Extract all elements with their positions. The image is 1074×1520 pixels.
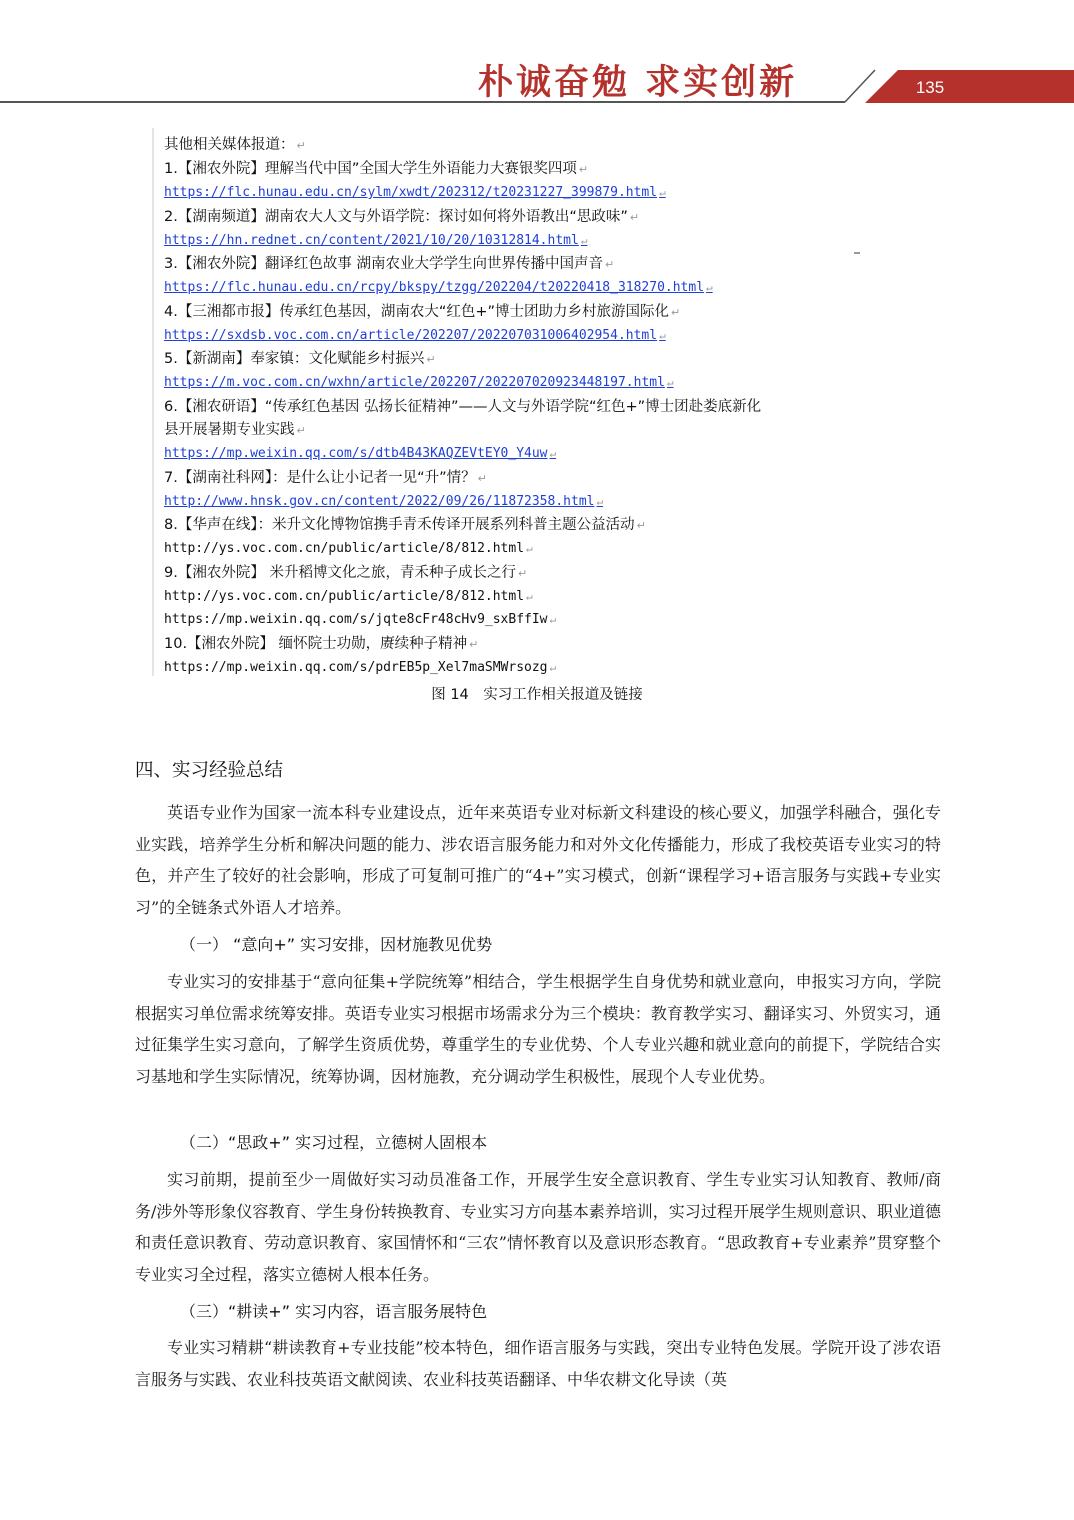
page-number: 135 [915,78,945,97]
report-item-title: 3.【湘农外院】翻译红色故事 湖南农业大学学生向世界传播中国声音 ↵ [164,256,615,272]
report-item-title: 5.【新湖南】奉家镇：文化赋能乡村振兴 ↵ [164,351,436,367]
subsection-heading: （一） “意向+” 实习安排，因材施教见优势 [180,935,493,954]
report-item-url: https://mp.weixin.qq.com/s/jqte8cFr48cHv9_sxBffIw ↵ [164,612,557,627]
report-item-link[interactable]: https://hn.rednet.cn/content/2021/10/20/10312814.html ↵ [164,233,588,248]
report-item-title-continued: 县开展暑期专业实践 ↵ [164,422,306,438]
report-item-link[interactable]: https://sxdsb.voc.com.cn/article/202207/202207031006402954.html ↵ [164,328,666,343]
report-item-title: 1.【湘农外院】理解当代中国”全国大学生外语能力大赛银奖四项 ↵ [164,161,589,177]
report-item-title: 10.【湘农外院】 缅怀院士功勋，赓续种子精神 ↵ [164,636,479,652]
report-item-title: 7.【湖南社科网】：是什么让小记者一见“升”情？ ↵ [164,470,487,486]
section-heading: 四、实习经验总结 [135,760,284,781]
report-list-title: 其他相关媒体报道： ↵ [164,137,306,153]
subsection-paragraph: 专业实习精耕“耕读教育+专业技能”校本特色，细作语言服务与实践，突出专业特色发展。学院开设了涉农语言服务与实践、农业科技英语文献阅读、农业科技英语翻译、中华农耕文化导读（英 [135,1338,941,1389]
report-item-title: 4.【三湘都市报】传承红色基因，湖南农大“红色+”博士团助力乡村旅游国际化 ↵ [164,304,681,320]
report-item-link[interactable]: http://www.hnsk.gov.cn/content/2022/09/26/11872358.html ↵ [164,494,604,509]
report-item-title: 8.【华声在线】：米升文化博物馆携手青禾传译开展系列科普主题公益活动 ↵ [164,517,646,533]
report-item-link[interactable]: https://m.voc.com.cn/wxhn/article/202207/202207020923448197.html ↵ [164,375,674,390]
subsection-paragraph: 实习前期，提前至少一周做好实习动员准备工作，开展学生安全意识教育、学生专业实习认知教育、教师/商务/涉外等形象仪容教育、学生身份转换教育、专业实习方向基本素养培训，实习过程开展学生规则意识、职业道德和责任意识教育、劳动意识教育、家国情怀和“三农”情怀教育以及意识形态教育。“思政教育+专业素养”贯穿整个专业实习全过程，落实立德树人根本任务。 [135,1170,941,1284]
report-item-url: http://ys.voc.com.cn/public/article/8/812.html ↵ [164,541,533,556]
subsection-paragraph: 专业实习的安排基于“意向征集+学院统筹”相结合，学生根据学生自身优势和就业意向，申报实习方向，学院根据实习单位需求统筹安排。英语专业实习根据市场需求分为三个模块：教育教学实习、翻译实习、外贸实习，通过征集学生实习意向，了解学生资质优势，尊重学生的专业优势、个人专业兴趣和就业意向的前提下，学院结合实习基地和学生实际情况，统筹协调，因材施教，充分调动学生积极性，展现个人专业优势。 [135,972,941,1086]
figure-caption: 图 14 实习工作相关报道及链接 [431,687,643,703]
subsection-heading: （二）“思政+” 实习过程，立德树人固根本 [180,1133,488,1152]
report-item-title: 6.【湘农研语】“传承红色基因 弘扬长征精神”——人文与外语学院“红色+”博士团赴娄底新化 [164,399,762,415]
subsection-heading: （三）“耕读+” 实习内容，语言服务展特色 [180,1302,488,1321]
report-item-url: https://mp.weixin.qq.com/s/pdrEB5p_Xel7maSMWrsozg ↵ [164,660,557,675]
report-item-title: 2.【湖南频道】湖南农大人文与外语学院：探讨如何将外语教出“思政味” ↵ [164,209,640,225]
header-motto: 朴诚奋勉 求实创新 [478,62,798,103]
report-item-link[interactable]: https://mp.weixin.qq.com/s/dtb4B43KAQZEVtEY0_Y4uw ↵ [164,446,557,461]
report-item-url: http://ys.voc.com.cn/public/article/8/812.html ↵ [164,589,533,604]
report-item-link[interactable]: https://flc.hunau.edu.cn/sylm/xwdt/202312/t20231227_399879.html ↵ [164,185,666,200]
section-intro-paragraph: 英语专业作为国家一流本科专业建设点，近年来英语专业对标新文科建设的核心要义，加强学科融合，强化专业实践，培养学生分析和解决问题的能力、涉农语言服务能力和对外文化传播能力，形成了我校英语专业实习的特色，并产生了较好的社会影响，形成了可复制可推广的“4+”实习模式，创新“课程学习+语言服务与实践+专业实习”的全链条式外语人才培养。 [135,803,941,917]
report-item-title: 9.【湘农外院】 米升稻博文化之旅，青禾种子成长之行 ↵ [164,565,528,581]
report-item-link[interactable]: https://flc.hunau.edu.cn/rcpy/bkspy/tzgg/202204/t20220418_318270.html ↵ [164,280,713,295]
